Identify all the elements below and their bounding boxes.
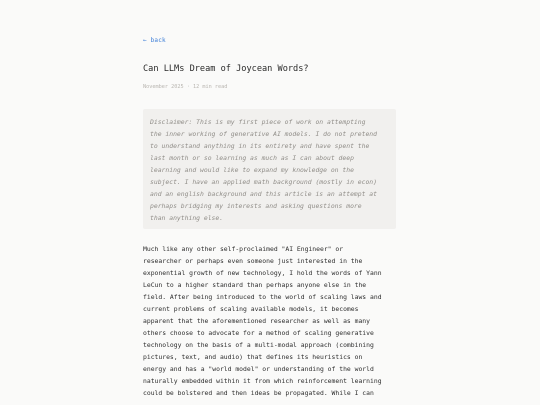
article-meta: November 2025 · 12 min read [143, 84, 228, 90]
body-line: exponential growth of new technology, I hold the words of Yann [143, 269, 382, 277]
body-line: apparent that the aforementioned researcher as well as many [143, 317, 371, 325]
body-line: researcher or perhaps even someone just interested in the [143, 257, 363, 265]
body-line: LeCun to a higher standard than perhaps anyone else in the [143, 281, 367, 289]
disclaimer-line: learning and would like to expand my knowledge on the [150, 166, 354, 174]
disclaimer-line: last month or so learning as much as I can about deep [150, 154, 354, 162]
article-body [143, 243, 403, 399]
disclaimer-line: than anything else. [150, 214, 224, 222]
body-line: could be bolstered and then ideas be propagated. While I can [143, 389, 374, 397]
disclaimer-line: subject. I have an applied math background (mostly in econ) [150, 178, 378, 186]
disclaimer-line: and an english background and this article is an attempt at [150, 190, 378, 198]
disclaimer-line: perhaps bridging my interests and asking questions more [150, 202, 362, 210]
disclaimer-line: Disclaimer: This is my first piece of work on attempting [150, 118, 366, 126]
disclaimer-line: to understand anything in its entirety and have spent the [150, 142, 370, 150]
body-line: Much like any other self-proclaimed "AI Engineer" or [143, 245, 344, 253]
disclaimer-line: the inner working of generative AI models. I do not pretend [150, 130, 378, 138]
body-line: current problems of scaling available models, it becomes [143, 305, 359, 313]
body-line: others choose to advocate for a method of scaling generative [143, 329, 374, 337]
article-title: Can LLMs Dream of Joycean Words? [143, 64, 309, 74]
body-line: pictures, text, and audio) that defines its heuristics on [143, 353, 363, 361]
body-line: field. After being introduced to the world of scaling laws and [143, 293, 382, 301]
back-link[interactable]: ← back [143, 37, 166, 44]
body-line: energy and has a "world model" or understanding of the world [143, 365, 374, 373]
disclaimer-box [143, 109, 396, 229]
body-line: technology on the basis of a multi-modal approach (combining [143, 341, 374, 349]
body-line: naturally embedded within it from which reinforcement learning [143, 377, 382, 385]
